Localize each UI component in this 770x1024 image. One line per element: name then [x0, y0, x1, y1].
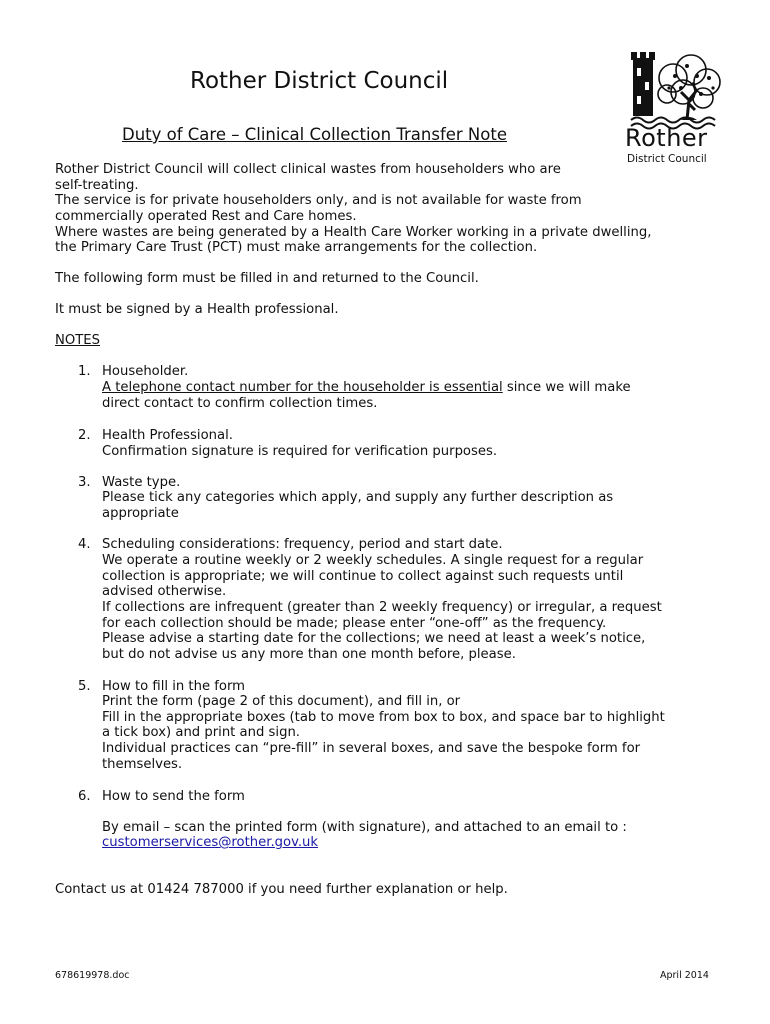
- note-4-line-8: but do not advise us any more than one month before, please.: [102, 647, 516, 662]
- notes-heading: NOTES: [55, 333, 101, 348]
- intro-line-6: the Primary Care Trust (PCT) must make arrangements for the collection.: [55, 240, 538, 255]
- note-3-line-2: Please tick any categories which apply, and supply any further description as: [102, 490, 614, 505]
- intro-signature-instruction: It must be signed by a Health professional.: [55, 302, 339, 317]
- castle-tower-icon: [633, 58, 653, 116]
- note-3-number: 3.: [78, 475, 91, 490]
- note-5-line-5: Individual practices can “pre-fill” in several boxes, and save the bespoke form for: [102, 741, 641, 756]
- note-2-number: 2.: [78, 428, 91, 443]
- note-6-title: How to send the form: [102, 789, 245, 804]
- intro-line-5: Where wastes are being generated by a Health Care Worker working in a private dwelling,: [55, 225, 652, 240]
- note-6-line-2: By email – scan the printed form (with signature), and attached to an email to :: [102, 820, 627, 835]
- intro-form-instruction: The following form must be filled in and returned to the Council.: [55, 271, 479, 286]
- note-5-line-4: a tick box) and print and sign.: [102, 725, 300, 740]
- note-6-number: 6.: [78, 789, 91, 804]
- logo-name: Rother: [625, 124, 708, 152]
- note-4-title: Scheduling considerations: frequency, period and start date.: [102, 537, 503, 552]
- contact-line: Contact us at 01424 787000 if you need further explanation or help.: [55, 882, 508, 897]
- customer-services-email-link[interactable]: customerservices@rother.gov.uk: [102, 835, 319, 850]
- note-1-number: 1.: [78, 364, 91, 379]
- note-2-title: Health Professional.: [102, 428, 233, 443]
- footer-filename: 678619978.doc: [55, 970, 130, 981]
- logo-subtitle: District Council: [627, 153, 707, 165]
- note-4-line-5: If collections are infrequent (greater than 2 weekly frequency) or irregular, a request: [102, 600, 662, 615]
- note-4-line-7: Please advise a starting date for the collections; we need at least a week’s notice,: [102, 631, 646, 646]
- note-1-essential-text: A telephone contact number for the householder is essential: [102, 380, 503, 395]
- note-4-line-4: advised otherwise.: [102, 584, 227, 599]
- note-4-line-3: collection is appropriate; we will continue to collect against such requests until: [102, 569, 624, 584]
- footer-date: April 2014: [660, 970, 709, 981]
- intro-line-3: The service is for private householders only, and is not available for waste from: [55, 193, 582, 208]
- document-subtitle: Duty of Care – Clinical Collection Transfer Note: [122, 125, 507, 144]
- note-1-continuation: since we will make: [502, 380, 631, 395]
- note-1-line-3: direct contact to confirm collection times.: [102, 396, 378, 411]
- intro-line-4: commercially operated Rest and Care homes.: [55, 209, 357, 224]
- note-5-line-6: themselves.: [102, 757, 183, 772]
- note-5-title: How to fill in the form: [102, 679, 246, 694]
- note-5-line-3: Fill in the appropriate boxes (tab to move from box to box, and space bar to highlight: [102, 710, 665, 725]
- note-4-number: 4.: [78, 537, 91, 552]
- page-title: Rother District Council: [190, 68, 449, 94]
- note-1-title: Householder.: [102, 364, 189, 379]
- note-5-number: 5.: [78, 679, 91, 694]
- note-3-line-3: appropriate: [102, 506, 179, 521]
- intro-line-1: Rother District Council will collect clinical wastes from householders who are: [55, 162, 561, 177]
- note-4-line-2: We operate a routine weekly or 2 weekly schedules. A single request for a regular: [102, 553, 644, 568]
- note-2-line-2: Confirmation signature is required for verification purposes.: [102, 444, 498, 459]
- note-3-title: Waste type.: [102, 475, 181, 490]
- note-1-line-2: [102, 380, 631, 396]
- intro-line-2: self-treating.: [55, 178, 139, 193]
- note-5-line-2: Print the form (page 2 of this document), and fill in, or: [102, 694, 461, 709]
- note-4-line-6: for each collection should be made; please enter “one-off” as the frequency.: [102, 616, 607, 631]
